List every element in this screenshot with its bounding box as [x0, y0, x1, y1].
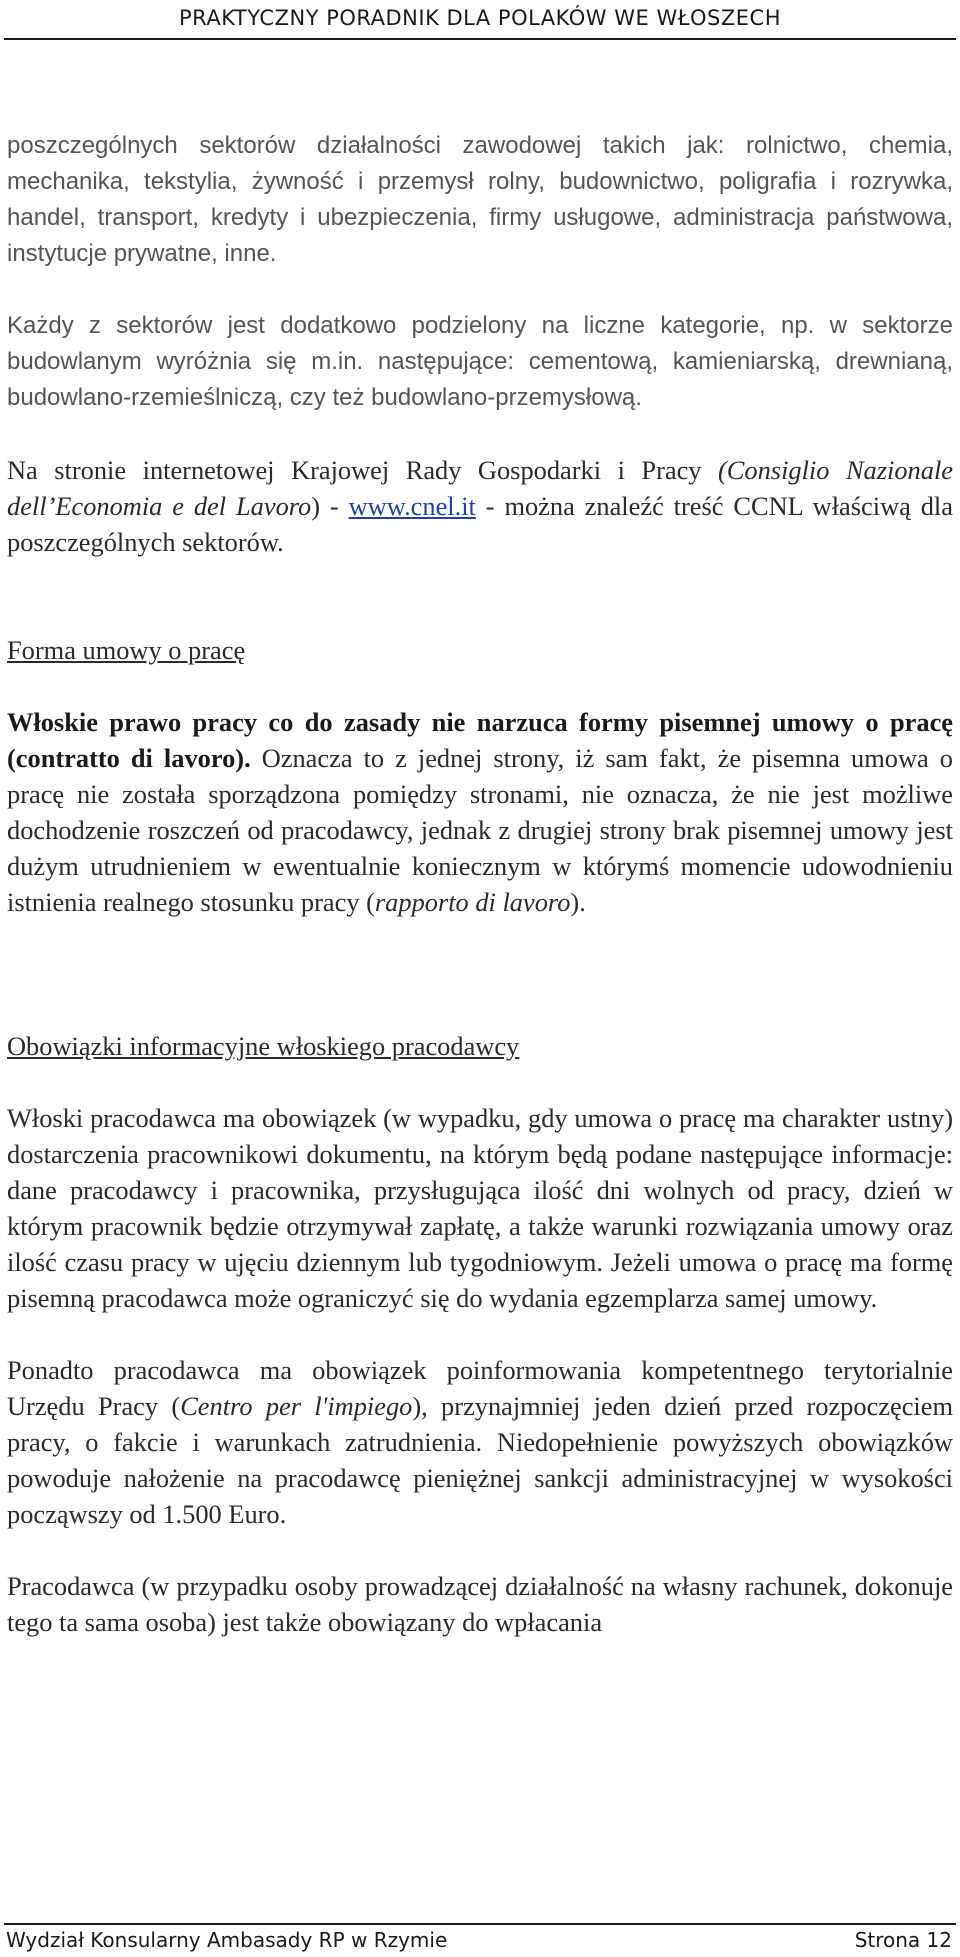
spacer — [7, 1316, 953, 1352]
footer-page-number: Strona 12 — [854, 1928, 952, 1952]
section-heading-contract-form: Forma umowy o pracę — [7, 635, 246, 665]
paragraph-cnel — [7, 452, 953, 560]
spacer — [7, 560, 953, 632]
paragraph-employment-office — [7, 1352, 953, 1532]
spacer — [7, 272, 953, 308]
cnel-italic-name: (Consiglio Nazionale dell’Economia e del Lavoro — [7, 455, 953, 521]
office-text-2: ), przynajmniej jeden dzień przed rozpoczęciem pracy, o fakcie i warunkach zatrudnienia. Niedopełnienie powyższych obowiązków powoduje nałożenie na pracodawcę pieniężnej sankcji administracyjnej w wysokości począwszy od 1.500 Euro. — [7, 1391, 953, 1529]
cnel-text-1: Na stronie internetowej Krajowej Rady Gospodarki i Pracy — [7, 455, 719, 485]
office-italic-name: Centro per l'impiego — [180, 1391, 413, 1421]
office-text-1: Ponadto pracodawca ma obowiązek poinformowania kompetentnego terytorialnie Urzędu Pracy ( — [7, 1355, 953, 1421]
page-header-title: PRAKTYCZNY PORADNIK DLA POLAKÓW WE WŁOSZECH — [179, 6, 781, 30]
cnel-text-3: - można znaleźć treść CCNL właściwą dla poszczególnych sektorów. — [7, 491, 953, 557]
contract-form-text-1: Oznacza to z jednej strony, iż sam fakt, że pisemna umowa o pracę nie została sporządzona pomiędzy stronami, nie oznacza, że nie jest możliwe dochodzenie roszczeń od pracodawcy, jednak z drugiej strony brak pisemnej umowy jest dużym utrudnieniem w ewentualnie koniecznym w którymś momencie udowodnieniu istnienia realnego stosunku pracy ( — [7, 743, 953, 917]
spacer — [7, 416, 953, 452]
contract-form-italic-term: rapporto di lavoro — [374, 887, 571, 917]
footer-divider — [4, 1923, 956, 1925]
footer-department: Wydział Konsularny Ambasady RP w Rzymie — [6, 1928, 448, 1952]
spacer — [7, 1064, 953, 1100]
spacer — [7, 920, 953, 1028]
cnel-text-2: ) - — [311, 491, 349, 521]
contract-form-text-2: ). — [570, 887, 586, 917]
paragraph-employer-payments: Pracodawca (w przypadku osoby prowadzącej działalność na własny rachunek, dokonuje tego ta sama osoba) jest także obowiązany do wpłacania — [7, 1571, 953, 1637]
document-body — [7, 128, 953, 1640]
contract-form-bold-lead: Włoskie prawo pracy co do zasady nie narzuca formy pisemnej umowy o pracę (contratto di lavoro). — [7, 707, 953, 773]
spacer — [7, 668, 953, 704]
section-heading-employer-duties: Obowiązki informacyjne włoskiego pracodawcy — [7, 1031, 520, 1061]
cnel-website-link[interactable]: www.cnel.it — [348, 491, 476, 521]
paragraph-sectors: poszczególnych sektorów działalności zawodowej takich jak: rolnictwo, chemia, mechanika, tekstylia, żywność i przemysł rolny, budownictwo, poligrafia i rozrywka, handel, transport, kredyty i ubezpieczenia, firmy usługowe, administracja państwowa, instytucje prywatne, inne. — [7, 132, 953, 267]
paragraph-categories: Każdy z sektorów jest dodatkowo podzielony na liczne kategorie, np. w sektorze budowlanym wyróżnia się m.in. następujące: cementową, kamieniarską, drewnianą, budowlano-rzemieślniczą, czy też budowlano-przemysłową. — [7, 312, 953, 411]
paragraph-employer-document: Włoski pracodawca ma obowiązek (w wypadku, gdy umowa o pracę ma charakter ustny) dostarczenia pracownikowi dokumentu, na którym będą podane następujące informacje: dane pracodawcy i pracownika, przysługująca ilość dni wolnych od pracy, dzień w którym pracownik będzie otrzymywał zapłatę, a także warunki rozwiązania umowy oraz ilość czasu pracy w ujęciu dziennym lub tygodniowym. Jeżeli umowa o pracę ma formę pisemną pracodawca może ograniczyć się do wydania egzemplarza samej umowy. — [7, 1103, 953, 1313]
header-divider — [4, 38, 956, 40]
spacer — [7, 1532, 953, 1568]
paragraph-contract-form — [7, 704, 953, 920]
